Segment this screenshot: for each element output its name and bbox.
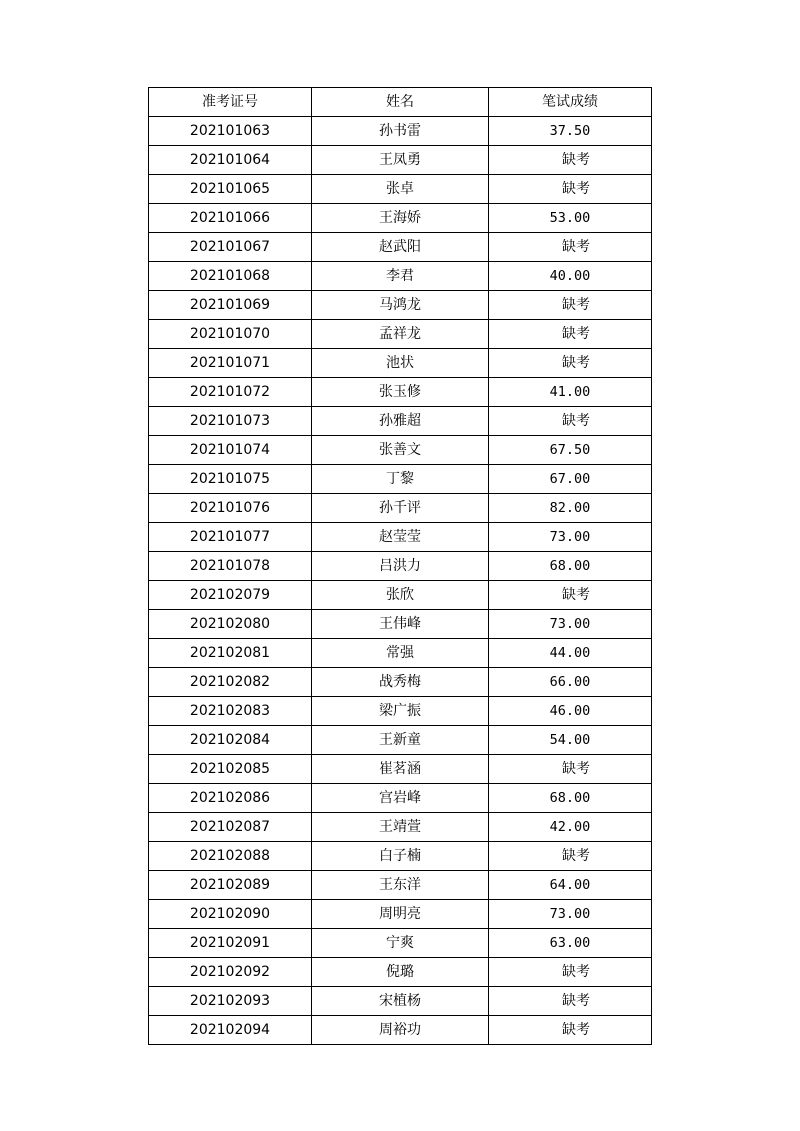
cell-exam-id: 202102093 [149,987,312,1016]
table-row [149,784,652,813]
cell-name: 梁广振 [312,697,489,726]
cell-exam-id: 202102083 [149,697,312,726]
column-header-id: 准考证号 [149,88,312,117]
cell-name: 常强 [312,639,489,668]
table-row [149,233,652,262]
cell-exam-id: 202102087 [149,813,312,842]
cell-score: 68.00 [489,552,652,581]
cell-name: 王凤勇 [312,146,489,175]
table-row [149,291,652,320]
cell-exam-id: 202101074 [149,436,312,465]
cell-name: 张玉修 [312,378,489,407]
cell-exam-id: 202101078 [149,552,312,581]
cell-exam-id: 202102091 [149,929,312,958]
cell-name: 崔茗涵 [312,755,489,784]
cell-name: 孙雅超 [312,407,489,436]
cell-name: 宁爽 [312,929,489,958]
cell-name: 王伟峰 [312,610,489,639]
cell-name: 白子楠 [312,842,489,871]
cell-name: 孙书雷 [312,117,489,146]
cell-exam-id: 202101063 [149,117,312,146]
cell-score: 67.00 [489,465,652,494]
cell-score: 41.00 [489,378,652,407]
cell-exam-id: 202101077 [149,523,312,552]
cell-name: 张卓 [312,175,489,204]
cell-score: 64.00 [489,871,652,900]
table-row [149,755,652,784]
table-row [149,436,652,465]
cell-score: 缺考 [489,1016,652,1045]
cell-exam-id: 202101071 [149,349,312,378]
cell-score: 44.00 [489,639,652,668]
cell-name: 王靖萱 [312,813,489,842]
cell-name: 马鸿龙 [312,291,489,320]
table-row [149,639,652,668]
cell-name: 宫岩峰 [312,784,489,813]
table-row [149,146,652,175]
cell-score: 缺考 [489,349,652,378]
cell-name: 张善文 [312,436,489,465]
cell-score: 67.50 [489,436,652,465]
table-row [149,813,652,842]
cell-score: 53.00 [489,204,652,233]
cell-name: 张欣 [312,581,489,610]
cell-score: 46.00 [489,697,652,726]
cell-name: 池状 [312,349,489,378]
column-header-score: 笔试成绩 [489,88,652,117]
cell-score: 68.00 [489,784,652,813]
cell-exam-id: 202101072 [149,378,312,407]
cell-exam-id: 202101073 [149,407,312,436]
cell-exam-id: 202102085 [149,755,312,784]
table-row [149,668,652,697]
table-row [149,349,652,378]
cell-name: 宋植杨 [312,987,489,1016]
table-row [149,465,652,494]
table-row [149,726,652,755]
cell-name: 王海娇 [312,204,489,233]
cell-exam-id: 202102086 [149,784,312,813]
cell-name: 周明亮 [312,900,489,929]
table-header-row [149,88,652,117]
cell-score: 42.00 [489,813,652,842]
cell-exam-id: 202102081 [149,639,312,668]
cell-score: 缺考 [489,146,652,175]
cell-score: 缺考 [489,175,652,204]
table-row [149,523,652,552]
cell-exam-id: 202101064 [149,146,312,175]
cell-score: 缺考 [489,407,652,436]
cell-exam-id: 202102079 [149,581,312,610]
cell-name: 周裕功 [312,1016,489,1045]
table-row [149,958,652,987]
table-row [149,610,652,639]
cell-name: 丁黎 [312,465,489,494]
table-row [149,117,652,146]
table-row [149,987,652,1016]
table-row [149,871,652,900]
score-table [148,87,652,1045]
cell-exam-id: 202102090 [149,900,312,929]
cell-name: 王东洋 [312,871,489,900]
cell-name: 倪璐 [312,958,489,987]
cell-exam-id: 202102084 [149,726,312,755]
cell-name: 李君 [312,262,489,291]
table-row [149,842,652,871]
table-row [149,929,652,958]
cell-name: 赵武阳 [312,233,489,262]
cell-score: 40.00 [489,262,652,291]
cell-score: 缺考 [489,842,652,871]
cell-exam-id: 202102082 [149,668,312,697]
cell-name: 战秀梅 [312,668,489,697]
cell-score: 缺考 [489,958,652,987]
cell-name: 孟祥龙 [312,320,489,349]
table-row [149,175,652,204]
table-row [149,204,652,233]
table-row [149,581,652,610]
cell-score: 54.00 [489,726,652,755]
cell-exam-id: 202101068 [149,262,312,291]
cell-score: 66.00 [489,668,652,697]
cell-name: 赵莹莹 [312,523,489,552]
cell-exam-id: 202102092 [149,958,312,987]
cell-exam-id: 202101067 [149,233,312,262]
cell-exam-id: 202101069 [149,291,312,320]
cell-score: 82.00 [489,494,652,523]
cell-score: 缺考 [489,581,652,610]
cell-score: 73.00 [489,610,652,639]
table-row [149,320,652,349]
cell-score: 缺考 [489,755,652,784]
cell-exam-id: 202101065 [149,175,312,204]
cell-score: 缺考 [489,291,652,320]
table-row [149,494,652,523]
cell-exam-id: 202102089 [149,871,312,900]
cell-exam-id: 202101070 [149,320,312,349]
cell-score: 37.50 [489,117,652,146]
cell-score: 缺考 [489,320,652,349]
cell-exam-id: 202102094 [149,1016,312,1045]
cell-exam-id: 202101066 [149,204,312,233]
cell-exam-id: 202102080 [149,610,312,639]
table-row [149,262,652,291]
cell-name: 吕洪力 [312,552,489,581]
cell-name: 孙千评 [312,494,489,523]
cell-score: 73.00 [489,900,652,929]
table-body [149,117,652,1045]
cell-score: 63.00 [489,929,652,958]
cell-exam-id: 202101076 [149,494,312,523]
table-row [149,407,652,436]
column-header-name: 姓名 [312,88,489,117]
cell-name: 王新童 [312,726,489,755]
cell-score: 缺考 [489,987,652,1016]
table-row [149,378,652,407]
table-row [149,900,652,929]
cell-exam-id: 202102088 [149,842,312,871]
table-row [149,552,652,581]
cell-exam-id: 202101075 [149,465,312,494]
table-row [149,697,652,726]
cell-score: 73.00 [489,523,652,552]
table-row [149,1016,652,1045]
cell-score: 缺考 [489,233,652,262]
